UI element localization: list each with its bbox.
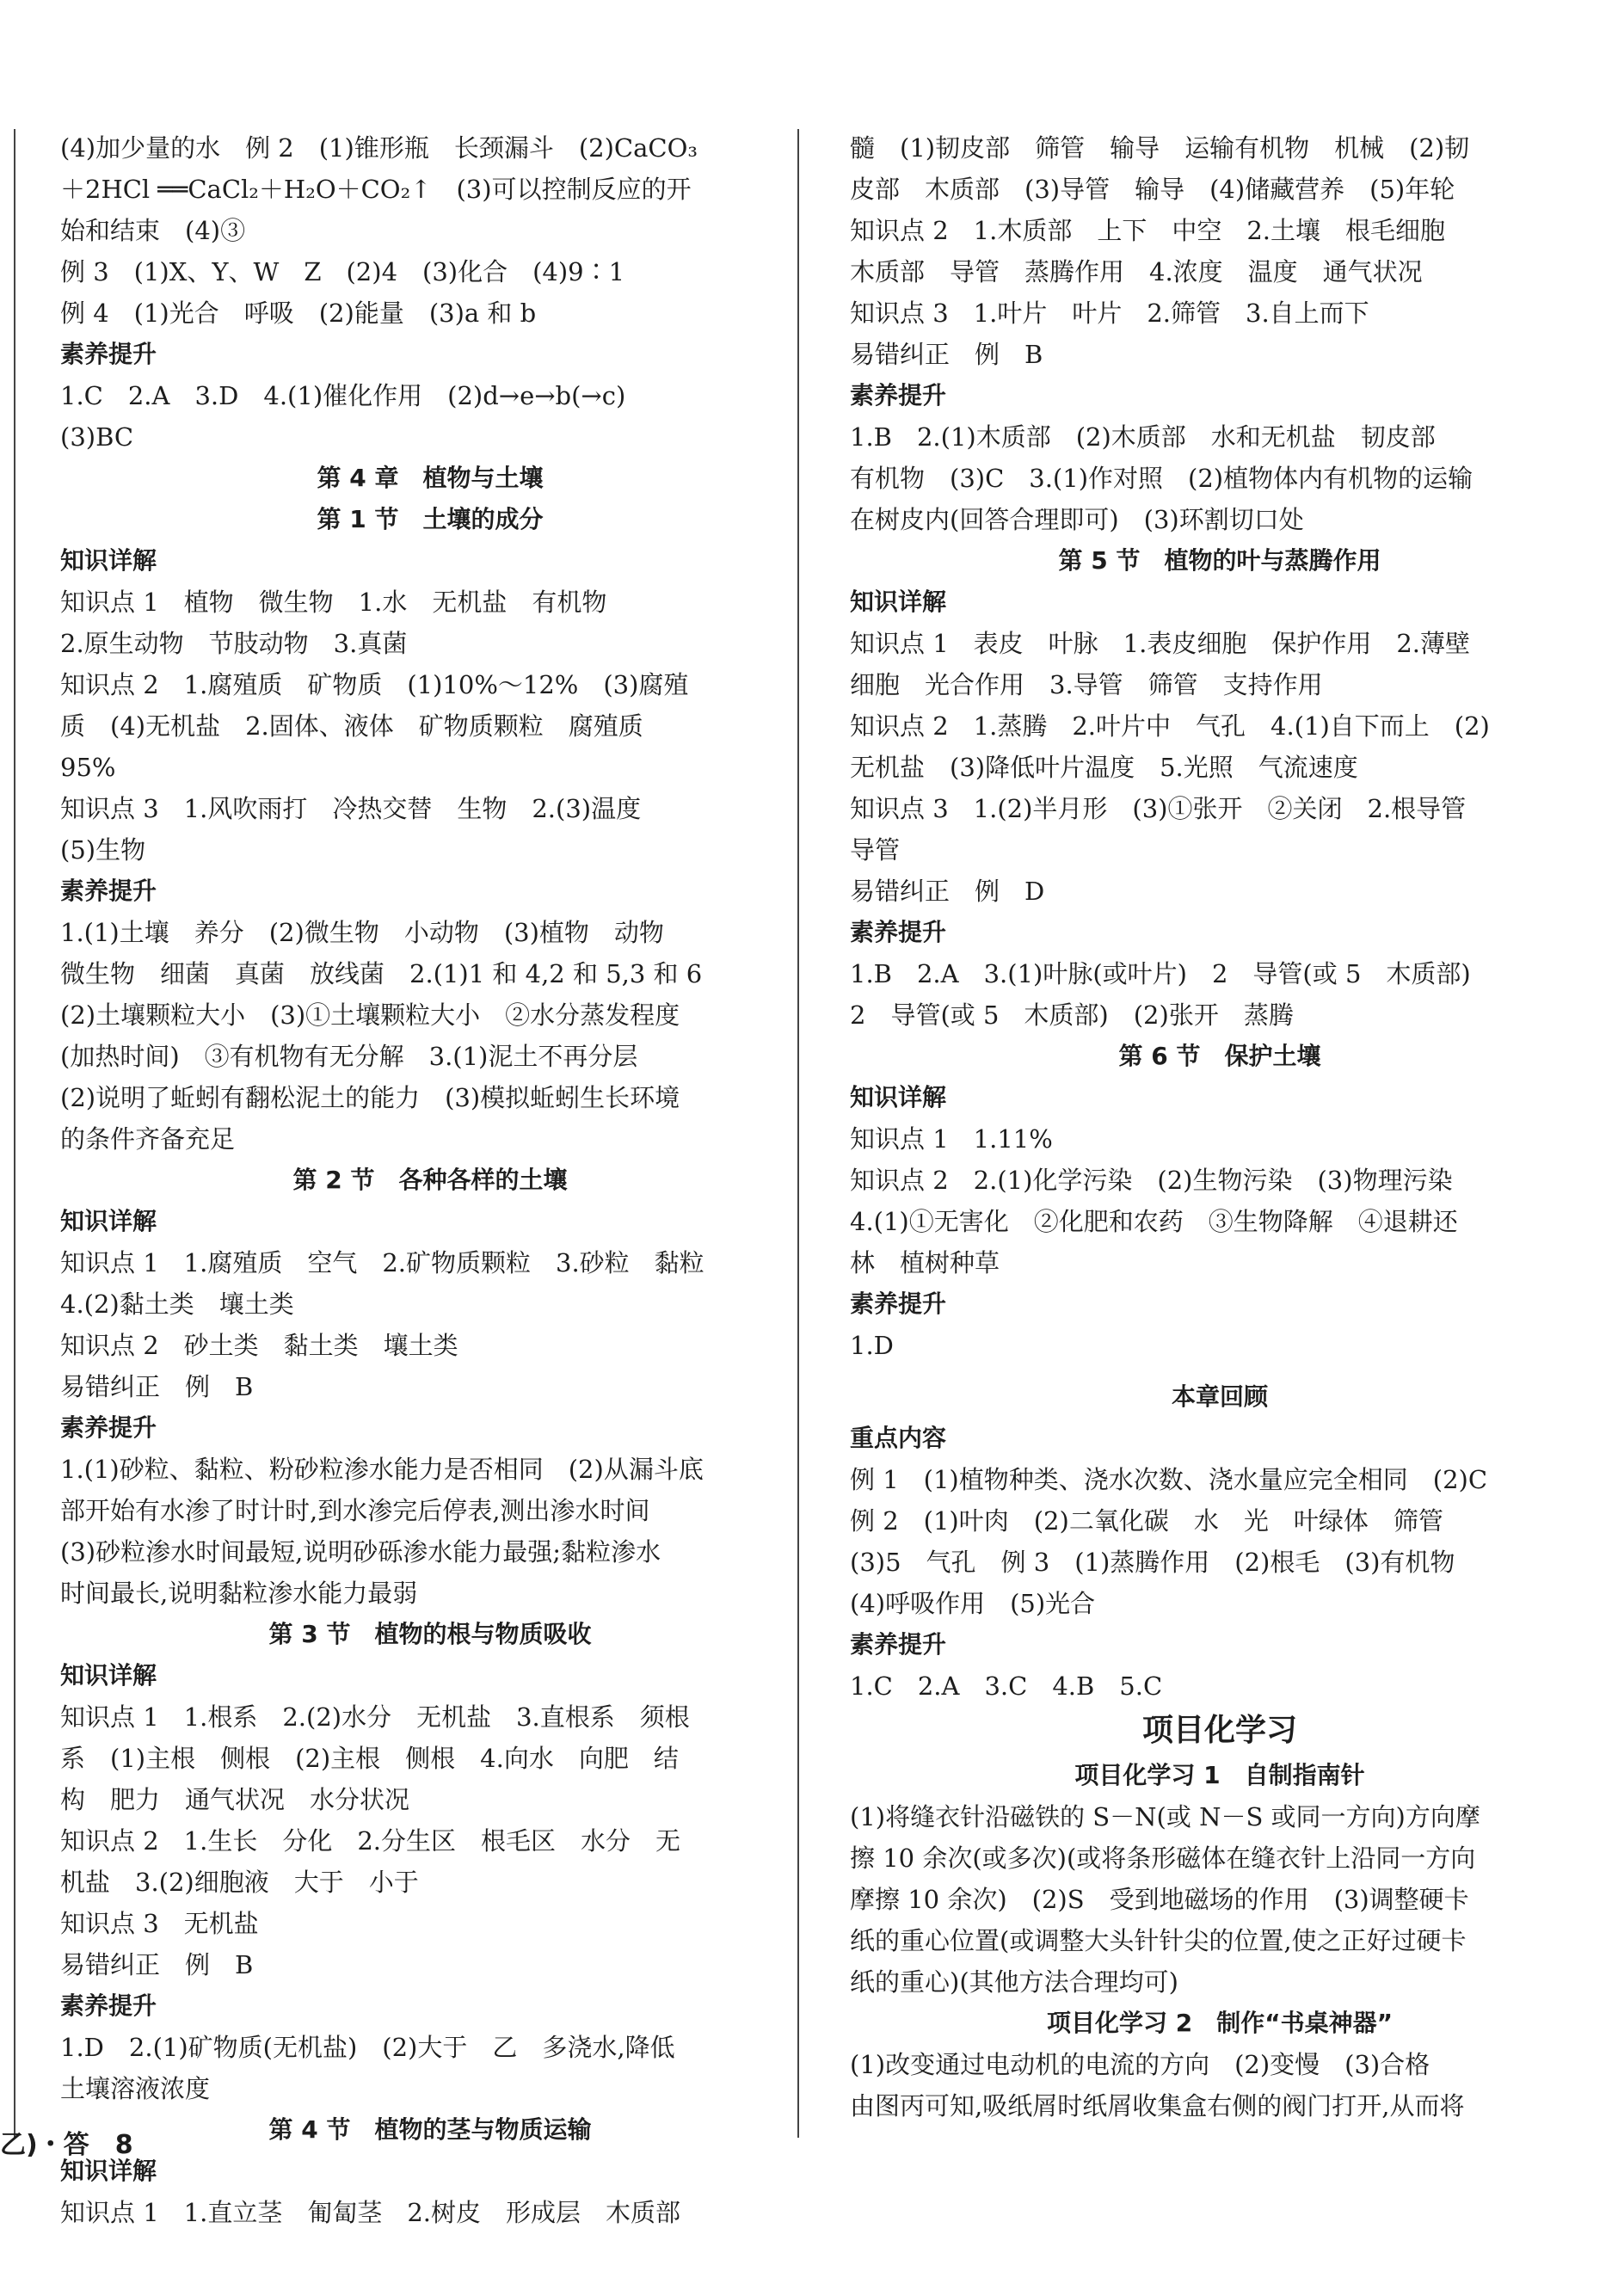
text-line: 例 1 (1)植物种类、浇水次数、浇水量应完全相同 (2)C (850, 1465, 1488, 1494)
section-title: 第 3 节 植物的根与物质吸收 (268, 1620, 592, 1648)
section-heading: 知识详解 (60, 1207, 157, 1235)
section-title: 第 2 节 各种各样的土壤 (292, 1166, 568, 1194)
text-line: 1.C 2.A 3.D 4.(1)催化作用 (2)d→e→b(→c) (60, 381, 626, 410)
text-line: (5)生物 (60, 835, 146, 865)
right-column (850, 127, 1590, 2127)
text-line: 知识点 2 砂土类 黏土类 壤土类 (60, 1331, 458, 1360)
text-line: 1.(1)土壤 养分 (2)微生物 小动物 (3)植物 动物 (60, 918, 664, 947)
text-line: 在树皮内(回答合理即可) (3)环割切口处 (850, 505, 1304, 534)
text-line: 知识点 3 1.风吹雨打 冷热交替 生物 2.(3)温度 (60, 794, 642, 823)
left-column (60, 127, 800, 2233)
section-heading: 知识详解 (60, 1661, 157, 1690)
section-heading: 素养提升 (60, 877, 157, 905)
text-line: 始和结束 (4)③ (60, 216, 246, 245)
text-line: (4)加少量的水 例 2 (1)锥形瓶 长颈漏斗 (2)CaCO₃ (60, 133, 698, 163)
project-title: 项目化学习 1 自制指南针 (1074, 1761, 1365, 1789)
text-line: 由图丙可知,吸纸屑时纸屑收集盒右侧的阀门打开,从而将 (850, 2091, 1465, 2121)
section-heading: 知识详解 (850, 1083, 947, 1111)
text-line: 无机盐 (3)降低叶片温度 5.光照 气流速度 (850, 753, 1358, 782)
text-line: 时间最长,说明黏粒渗水能力最弱 (60, 1579, 418, 1608)
text-line: 例 3 (1)X、Y、W Z (2)4 (3)化合 (4)9∶1 (60, 257, 625, 286)
section-heading: 重点内容 (850, 1424, 947, 1452)
text-line: 知识点 2 1.腐殖质 矿物质 (1)10%～12% (3)腐殖 (60, 670, 689, 699)
text-line: 纸的重心位置(或调整大头针针尖的位置,使之正好过硬卡 (850, 1926, 1467, 1955)
section-title: 第 1 节 土壤的成分 (317, 505, 544, 533)
text-line: 知识点 2 1.木质部 上下 中空 2.土壤 根毛细胞 (850, 216, 1446, 245)
text-line: 有机物 (3)C 3.(1)作对照 (2)植物体内有机物的运输 (850, 464, 1474, 493)
text-line: (2)说明了蚯蚓有翻松泥土的能力 (3)模拟蚯蚓生长环境 (60, 1083, 680, 1112)
text-line: 知识点 3 无机盐 (60, 1909, 259, 1938)
text-line: 易错纠正 例 B (850, 340, 1043, 369)
text-line: 1.D (850, 1331, 894, 1360)
text-line: 纸的重心)(其他方法合理均可) (850, 1967, 1178, 1997)
text-line: 知识点 1 1.腐殖质 空气 2.矿物质颗粒 3.砂粒 黏粒 (60, 1248, 704, 1277)
text-line: 易错纠正 例 D (850, 877, 1045, 906)
text-line: 1.B 2.A 3.(1)叶脉(或叶片) 2 导管(或 5 木质部) (850, 959, 1471, 988)
text-line: 例 2 (1)叶肉 (2)二氧化碳 水 光 叶绿体 筛管 (850, 1506, 1443, 1536)
text-line: 知识点 1 1.直立茎 匍匐茎 2.树皮 形成层 木质部 (60, 2198, 681, 2227)
text-line: 机盐 3.(2)细胞液 大于 小于 (60, 1868, 419, 1897)
section-heading: 素养提升 (60, 1413, 157, 1442)
text-line: 2 导管(或 5 木质部) (2)张开 蒸腾 (850, 1000, 1294, 1030)
text-line: 擦 10 余次(或多次)(或将条形磁体在缝衣针上沿同一方向 (850, 1844, 1476, 1873)
text-line: 知识点 1 表皮 叶脉 1.表皮细胞 保护作用 2.薄壁 (850, 629, 1471, 658)
text-line: 髓 (1)韧皮部 筛管 输导 运输有机物 机械 (2)韧 (850, 133, 1470, 163)
chapter-title: 第 4 章 植物与土壤 (317, 464, 544, 492)
section-heading: 知识详解 (60, 546, 157, 575)
section-title: 第 4 节 植物的茎与物质运输 (268, 2115, 592, 2144)
text-line: 木质部 导管 蒸腾作用 4.浓度 温度 通气状况 (850, 257, 1423, 286)
text-line: 易错纠正 例 B (60, 1950, 254, 1979)
section-heading: 素养提升 (850, 1290, 947, 1318)
section-heading: 素养提升 (60, 1991, 157, 2020)
text-line: 1.(1)砂粒、黏粒、粉砂粒渗水能力是否相同 (2)从漏斗底 (60, 1455, 704, 1484)
text-line: 例 4 (1)光合 呼吸 (2)能量 (3)a 和 b (60, 299, 537, 328)
text-line: 1.C 2.A 3.C 4.B 5.C (850, 1671, 1163, 1701)
text-line: (3)5 气孔 例 3 (1)蒸腾作用 (2)根毛 (3)有机物 (850, 1548, 1455, 1577)
text-line: 知识点 1 1.根系 2.(2)水分 无机盐 3.直根系 须根 (60, 1702, 690, 1732)
text-line: 知识点 1 植物 微生物 1.水 无机盐 有机物 (60, 588, 607, 617)
text-line: 知识点 2 2.(1)化学污染 (2)生物污染 (3)物理污染 (850, 1166, 1453, 1195)
page-edge-line (14, 129, 15, 2138)
project-title: 项目化学习 2 制作“书桌神器” (1046, 2009, 1394, 2037)
text-line: 4.(1)①无害化 ②化肥和农药 ③生物降解 ④退耕还 (850, 1207, 1458, 1236)
text-line: (加热时间) ③有机物有无分解 3.(1)泥土不再分层 (60, 1042, 638, 1071)
text-line: (3)BC (60, 422, 134, 452)
text-line: 1.D 2.(1)矿物质(无机盐) (2)大于 乙 多浇水,降低 (60, 2033, 675, 2062)
text-line: 的条件齐备充足 (60, 1124, 236, 1154)
section-title: 第 5 节 植物的叶与蒸腾作用 (1058, 546, 1381, 575)
spacer (850, 1366, 1590, 1376)
text-line: ＋2HCl ══CaCl₂＋H₂O＋CO₂↑ (3)可以控制反应的开 (60, 175, 692, 204)
text-line: 构 肥力 通气状况 水分状况 (60, 1785, 410, 1814)
text-line: (1)将缝衣针沿磁铁的 S－N(或 N－S 或同一方向)方向摩 (850, 1802, 1480, 1831)
text-line: 知识点 3 1.叶片 叶片 2.筛管 3.自上而下 (850, 299, 1369, 328)
text-line: 知识点 3 1.(2)半月形 (3)①张开 ②关闭 2.根导管 (850, 794, 1467, 823)
section-heading: 知识详解 (60, 2157, 157, 2185)
text-line: 部开始有水渗了时计时,到水渗完后停表,测出渗水时间 (60, 1496, 650, 1525)
text-line: (3)砂粒渗水时间最短,说明砂砾渗水能力最强;黏粒渗水 (60, 1537, 661, 1567)
text-line: 知识点 2 1.蒸腾 2.叶片中 气孔 4.(1)自下而上 (2) (850, 711, 1490, 741)
text-line: 细胞 光合作用 3.导管 筛管 支持作用 (850, 670, 1323, 699)
text-line: 质 (4)无机盐 2.固体、液体 矿物质颗粒 腐殖质 (60, 711, 643, 741)
review-title: 本章回顾 (1171, 1382, 1268, 1411)
text-line: 土壤溶液浓度 (60, 2074, 211, 2103)
text-line: (1)改变通过电动机的电流的方向 (2)变慢 (3)合格 (850, 2050, 1430, 2079)
text-line: 易错纠正 例 B (60, 1372, 254, 1401)
text-line: 95% (60, 753, 116, 782)
section-title: 第 6 节 保护土壤 (1118, 1042, 1321, 1070)
text-line: 微生物 细菌 真菌 放线菌 2.(1)1 和 4,2 和 5,3 和 6 (60, 959, 703, 988)
project-learning-title: 项目化学习 (1141, 1713, 1297, 1748)
text-line: 林 植树种草 (850, 1248, 1000, 1277)
text-line: 系 (1)主根 侧根 (2)主根 侧根 4.向水 向肥 结 (60, 1744, 679, 1773)
text-line: 2.原生动物 节肢动物 3.真菌 (60, 629, 408, 658)
text-line: (2)土壤颗粒大小 (3)①土壤颗粒大小 ②水分蒸发程度 (60, 1000, 680, 1030)
section-heading: 知识详解 (850, 588, 947, 616)
text-line: 摩擦 10 余次) (2)S 受到地磁场的作用 (3)调整硬卡 (850, 1885, 1469, 1914)
text-line: 4.(2)黏土类 壤土类 (60, 1290, 294, 1319)
text-line: 知识点 1 1.11% (850, 1124, 1053, 1154)
section-heading: 素养提升 (60, 340, 157, 368)
text-line: 导管 (850, 835, 901, 865)
text-line: 皮部 木质部 (3)导管 输导 (4)储藏营养 (5)年轮 (850, 175, 1455, 204)
text-line: 1.B 2.(1)木质部 (2)木质部 水和无机盐 韧皮部 (850, 422, 1436, 452)
page-footer: 乙)・答 8 (0, 2130, 133, 2160)
text-line: (4)呼吸作用 (5)光合 (850, 1589, 1096, 1618)
section-heading: 素养提升 (850, 1630, 947, 1659)
section-heading: 素养提升 (850, 381, 947, 409)
text-line: 知识点 2 1.生长 分化 2.分生区 根毛区 水分 无 (60, 1826, 681, 1856)
section-heading: 素养提升 (850, 918, 947, 946)
